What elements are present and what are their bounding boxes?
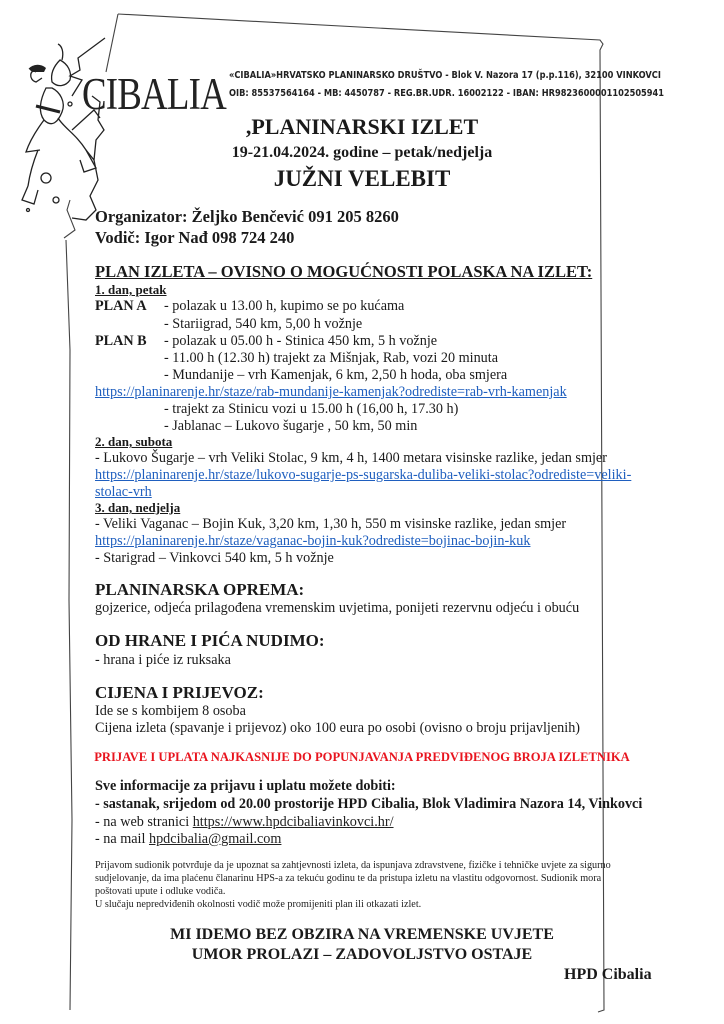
trip-destination: JUŽNI VELEBIT [273, 166, 451, 191]
page-title: ,PLANINARSKI IZLET [245, 114, 479, 139]
plan-b-line: - Jablanac – Lukovo šugarje , 50 km, 50 min [164, 418, 418, 434]
plan-b-label: PLAN B [95, 333, 147, 349]
plan-heading: PLAN IZLETA – OVISNO O MOGUĆNOSTI POLASKA NA IZLET: [95, 262, 593, 281]
header-ids: OIB: 85537564164 - MB: 4450787 - REG.BR.UDR. 16002122 - IBAN: HR9823600001102505941 [229, 88, 665, 99]
logo-figure-head [30, 65, 46, 72]
route-link-stolac[interactable]: https://planinarenje.hr/staze/lukovo-sugarje-ps-sugarska-duliba-veliki-stolac?odrediste=veliki- [95, 467, 632, 483]
day1-title: 1. dan, petak [95, 282, 167, 297]
info-mail-prefix: - na mail [95, 831, 149, 847]
email-link[interactable]: hpdcibalia@gmail.com [148, 831, 282, 847]
organizer-contact: Organizator: Željko Benčević 091 205 8260 [95, 207, 399, 226]
header-address: «CIBALIA»HRVATSKO PLANINARSKO DRUŠTVO - Blok V. Nazora 17 (p.p.116), 32100 VINKOVCI [229, 70, 661, 81]
logo-text: CIBALIA [82, 69, 226, 119]
food-heading: OD HRANE I PIĆA NUDIMO: [95, 631, 325, 650]
registration-notice: PRIJAVE I UPLATA NAJKASNIJE DO POPUNJAVANJA PREDVIĐENOG BROJA IZLETNIKA [94, 750, 630, 764]
plan-a-label: PLAN A [95, 298, 147, 314]
closing-motto-1: MI IDEMO BEZ OBZIRA NA VREMENSKE UVJETE [170, 926, 554, 943]
transport-text: Ide se s kombijem 8 osoba [95, 703, 246, 719]
equipment-heading: PLANINARSKA OPREMA: [95, 580, 305, 599]
plan-a-line: - polazak u 13.00 h, kupimo se po kućama [164, 298, 405, 314]
route-link-bojin-kuk[interactable]: https://planinarenje.hr/staze/vaganac-bojin-kuk?odrediste=bojinac-bojin-kuk [95, 533, 531, 549]
plan-b-line: - polazak u 05.00 h - Stinica 450 km, 5 h vožnje [164, 333, 438, 349]
closing-motto-2: UMOR PROLAZI – ZADOVOLJSTVO OSTAJE [191, 946, 533, 963]
price-heading: CIJENA I PRIJEVOZ: [95, 683, 264, 702]
disclaimer-line: sudjelovanje, da ima plaćenu članarinu HPS-a za tekuću godinu te da pristupa izletu na vlastitu odgovornost. Sudionik mora [95, 873, 602, 884]
route-link-stolac-cont[interactable]: stolac-vrh [95, 484, 152, 500]
trip-date: 19-21.04.2024. godine – petak/nedjelja [231, 144, 493, 161]
info-web [95, 814, 394, 831]
disclaimer-line: Prijavom sudionik potvrđuje da je upoznat sa zahtjevnosti izleta, da ispunjava zdravstvene, fizičke i tehničke uvjete za sigurno [95, 860, 611, 871]
day3-line: - Veliki Vaganac – Bojin Kuk, 3,20 km, 1,30 h, 550 m visinske razlike, jedan smjer [95, 516, 567, 532]
day3-title: 3. dan, nedjelja [95, 500, 181, 515]
guide-contact: Vodič: Igor Nađ 098 724 240 [95, 228, 295, 247]
info-web-prefix: - na web stranici [95, 814, 193, 830]
info-mail [95, 831, 281, 848]
signature: HPD Cibalia [564, 966, 652, 983]
plan-a-line: - Stariigrad, 540 km, 5,00 h vožnje [164, 316, 363, 332]
route-link-kamenjak[interactable]: https://planinarenje.hr/staze/rab-mundanije-kamenjak?odrediste=rab-vrh-kamenjak [95, 384, 567, 400]
plan-b-line: - Mundanije – vrh Kamenjak, 6 km, 2,50 h hoda, oba smjera [164, 367, 508, 383]
equipment-text: gojzerice, odjeća prilagođena vremenskim uvjetima, ponijeti rezervnu odjeću i obuću [95, 600, 580, 616]
plan-b-line: - trajekt za Stinicu vozi u 15.00 h (16,00 h, 17.30 h) [164, 401, 459, 417]
day2-title: 2. dan, subota [95, 434, 173, 449]
food-text: - hrana i piće iz ruksaka [95, 652, 231, 668]
day2-line: - Lukovo Šugarje – vrh Veliki Stolac, 9 km, 4 h, 1400 metara visinske razlike, jedan smjer [95, 450, 607, 466]
info-heading: Sve informacije za prijavu i uplatu možete dobiti: [95, 778, 396, 794]
website-link[interactable]: https://www.hpdcibaliavinkovci.hr/ [192, 814, 394, 830]
disclaimer-line: U slučaju nepredviđenih okolnosti vodič može promijeniti plan ili otkazati izlet. [95, 899, 422, 910]
plan-b-line: - 11.00 h (12.30 h) trajekt za Mišnjak, Rab, vozi 20 minuta [164, 350, 498, 366]
return-line: - Starigrad – Vinkovci 540 km, 5 h vožnje [95, 550, 334, 566]
price-text: Cijena izleta (spavanje i prijevoz) oko 100 eura po osobi (ovisno o broju prijavljenih) [95, 720, 581, 736]
disclaimer-line: poštovati upute i odluke vodiča. [95, 886, 226, 897]
info-meeting: - sastanak, srijedom od 20.00 prostorije HPD Cibalia, Blok Vladimira Nazora 14, Vinkovci [95, 796, 643, 812]
